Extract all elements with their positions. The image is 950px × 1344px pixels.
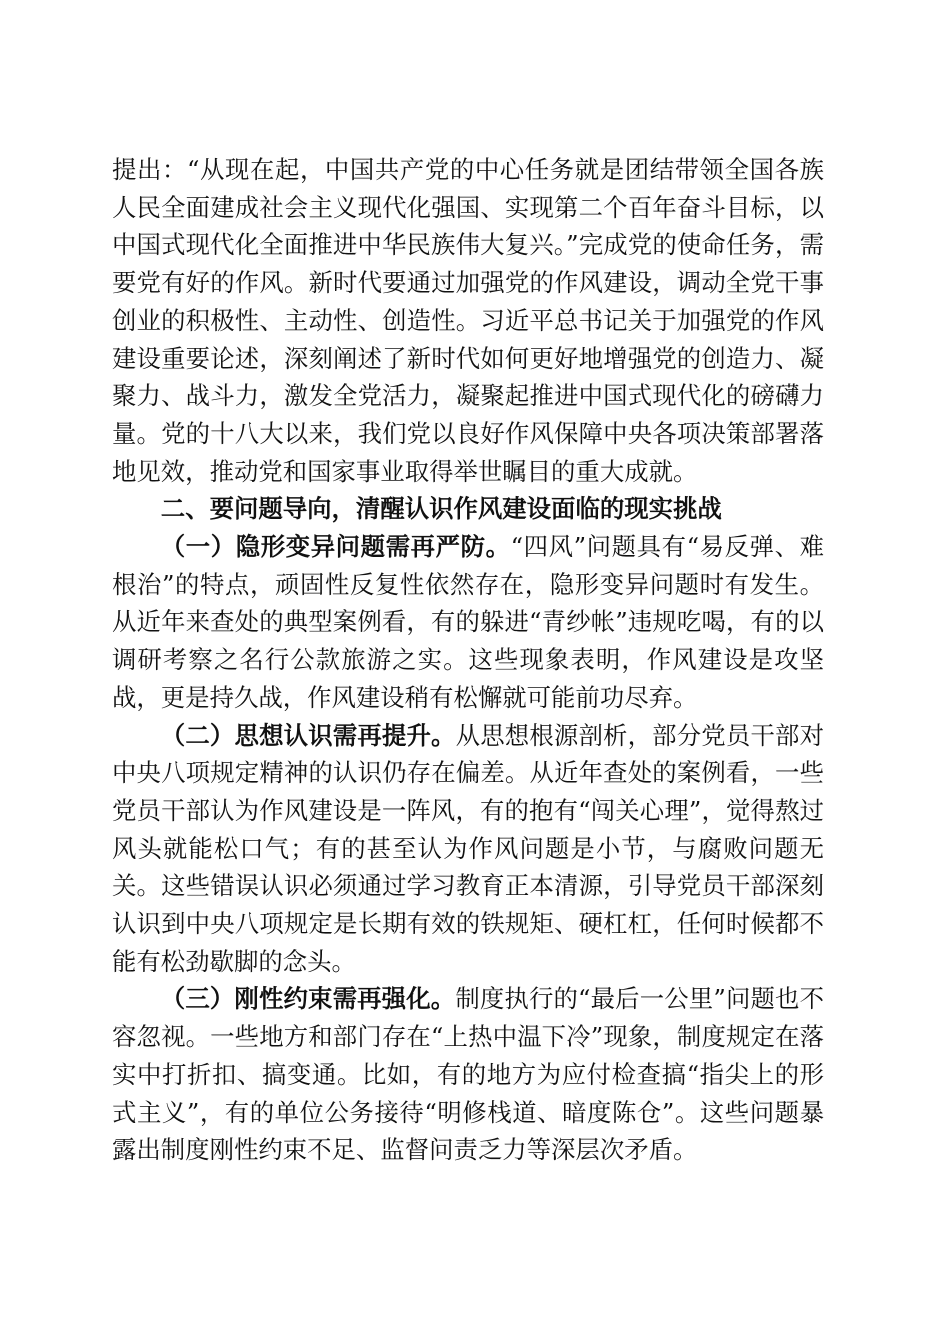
item-1-body: “四风”问题具有“易反弹、难根治”的特点，顽固性反复性依然存在，隐形变异问题时有发生。从近年来查处的典型案例看，有的躲进“青纱帐”违规吃喝，有的以调研考察之名行公款旅游之实。这些现象表明，作风建设是攻坚战，更是持久战，作风建设稍有松懈就可能前功尽弃。 [112,532,824,712]
item-3-body: 制度执行的“最后一公里”问题也不容忽视。一些地方和部门存在“上热中温下冷”现象，制度规定在落实中打折扣、搞变通。比如，有的地方为应付检查搞“指尖上的形式主义”，有的单位公务接待“明修栈道、暗度陈仓”。这些问题暴露出制度刚性约束不足、监督问责乏力等深层次矛盾。 [112,984,824,1165]
paragraph-intro: 提出：“从现在起，中国共产党的中心任务就是团结带领全国各族人民全面建成社会主义现代化强国、实现第二个百年奋斗目标，以中国式现代化全面推进中华民族伟大复兴。”完成党的使命任务，需要党有好的作风。新时代要通过加强党的作风建设，调动全党干事创业的积极性、主动性、创造性。习近平总书记关于加强党的作风建设重要论述，深刻阐述了新时代如何更好地增强党的创造力、凝聚力、战斗力，激发全党活力，凝聚起推进中国式现代化的磅礴力量。党的十八大以来，我们党以良好作风保障中央各项决策部署落地见效，推动党和国家事业取得举世瞩目的重大成就。 [112,155,824,486]
item-1-paragraph [112,528,824,717]
document-page [112,151,824,1169]
item-3-title: （三）刚性约束需再强化。 [160,984,456,1014]
item-2-title: （二）思想认识需再提升。 [160,720,456,750]
item-3-paragraph [112,980,824,1169]
section-heading: 二、要问题导向，清醒认识作风建设面临的现实挑战 [160,494,722,524]
item-2-paragraph [112,717,824,981]
item-1-title: （一）隐形变异问题需再严防。 [160,532,511,562]
item-2-body: 从思想根源剖析，部分党员干部对中央八项规定精神的认识仍存在偏差。从近年查处的案例看，一些党员干部认为作风建设是一阵风，有的抱有“闯关心理”，觉得熬过风头就能松口气；有的甚至认为作风问题是小节，与腐败问题无关。这些错误认识必须通过学习教育正本清源，引导党员干部深刻认识到中央八项规定是长期有效的铁规矩、硬杠杠，任何时候都不能有松劲歇脚的念头。 [112,720,824,976]
